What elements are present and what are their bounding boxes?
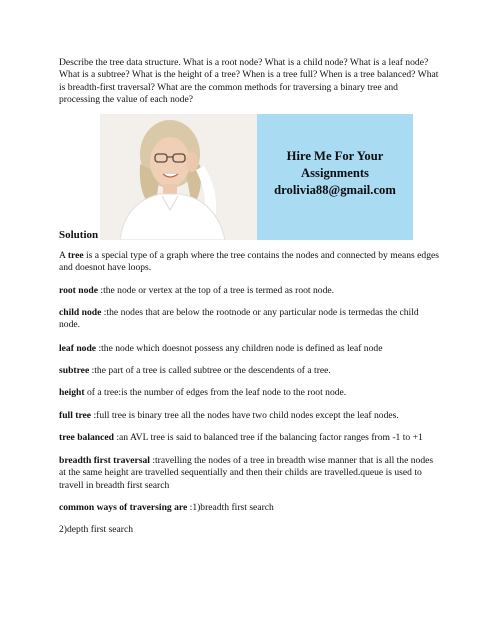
question-text: Describe the tree data structure. What is a root node? What is a child node? What is a leaf node? What is a subtree? What is the height of a tree? When is a tree full? When is a tree balanced? What is breadth-first traversal? What are the common methods for traversing a binary tree and processing the value of each node?: [59, 57, 439, 106]
woman-illustration: [100, 114, 257, 240]
paragraph-breadth-first: breadth first traversal :travelling the nodes of a tree in breadth wise manner that is all the nodes at the same height are travelled sequentially and then their childs are travelled.queue is used to travell in breadth first search: [59, 454, 434, 491]
paragraph-subtree: subtree :the part of a tree is called subtree or the descendents of a tree.: [59, 365, 331, 377]
solution-row: [59, 114, 439, 240]
solution-body: [59, 250, 439, 537]
paragraph-root-node: root node :the node or vertex at the top of a tree is termed as root node.: [59, 285, 335, 297]
document-page: [59, 57, 439, 537]
paragraph-tree-balanced: tree balanced :an AVL tree is said to balanced tree if the balancing factor ranges from -1 to +1: [59, 432, 423, 444]
paragraph-common-ways: common ways of traversing are :1)breadth first search: [59, 501, 274, 513]
paragraph-depth-first: 2)depth first search: [59, 524, 134, 536]
ad-text-panel: [257, 114, 413, 240]
paragraph-child-node: child node :the nodes that are below the rootnode or any particular node is termedas the child node.: [59, 306, 419, 331]
ad-line-1: Hire Me For Your: [286, 149, 384, 164]
paragraph-leaf-node: leaf node :the node which doesnot possess any children node is defined as leaf node: [59, 342, 383, 354]
woman-photo: [100, 114, 257, 240]
ad-banner: [100, 114, 413, 240]
solution-heading: Solution: [59, 228, 99, 241]
paragraph-tree: A tree is a special type of a graph where the tree contains the nodes and connected by means edges and doesnot have loops.: [59, 249, 439, 274]
ad-line-2: Assignments: [301, 166, 369, 181]
ad-email[interactable]: drolivia88@gmail.com: [274, 183, 396, 198]
paragraph-full-tree: full tree :full tree is binary tree all the nodes have two child nodes except the leaf nodes.: [59, 409, 399, 421]
paragraph-height: height of a tree:is the number of edges from the leaf node to the root node.: [59, 387, 347, 399]
ad-text: [274, 148, 396, 199]
